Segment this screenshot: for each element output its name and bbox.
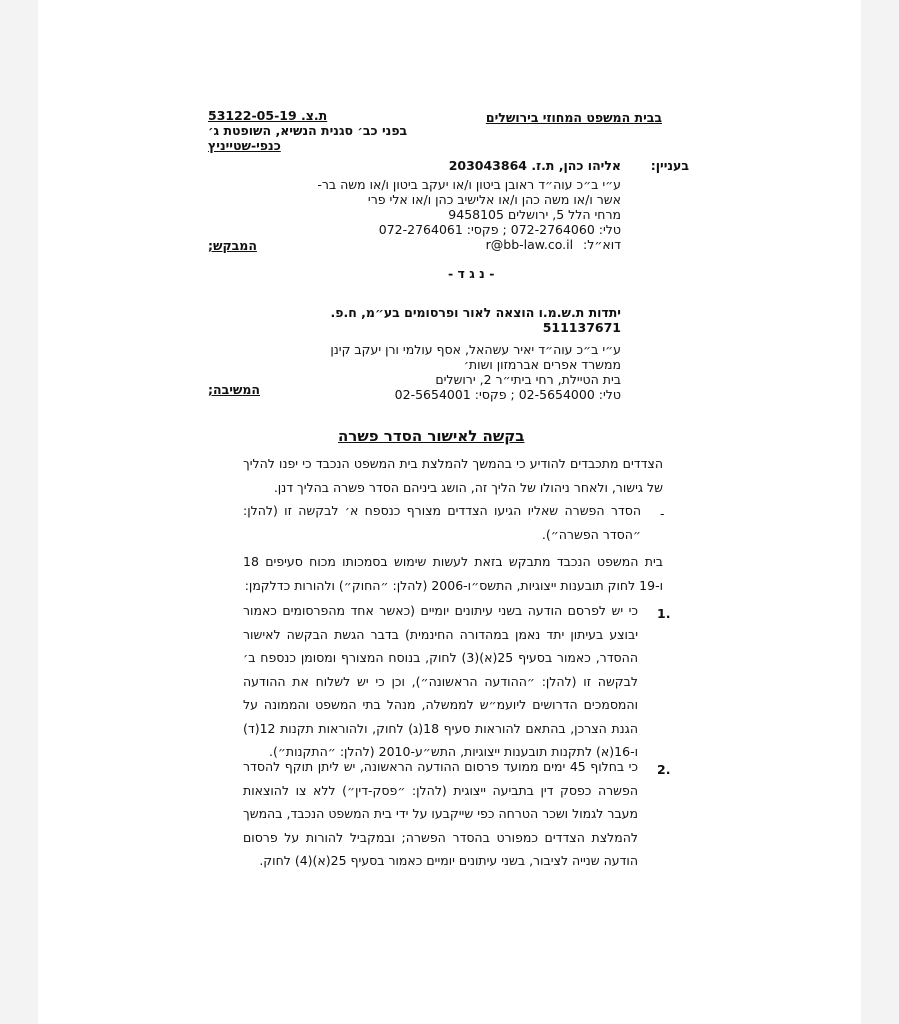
respondent-counsel-line1: ע״י ב״כ עוה״ד יאיר עשהאל, אסף עולמי ורן יעקב קינן [330, 342, 621, 357]
respondent-counsel-line2: ממשרד אפרים אברמזון ושות׳ [463, 357, 621, 372]
item-1-paragraph: כי יש לפרסם הודעה בשני עיתונים יומיים (כאשר אחד מהפרסומים כאמור יבוצע בעיתון יתד נאמן במהדורה החינמית) בדבר הגשת הבקשה לאישור ההסדר, כאמור בסעיף 25(א)(3) לחוק, בנוסח המצורף ומסומן כנספח ב׳ לבקשה זו (להלן: ״ההודעה הראשונה״), וכן כי יש לשלוח את ההודעה והמסמכים הדרושים ליועמ״ש לממשלה, מנהל בתי המשפט והממונה על הגנת הצרכן, בהתאם להוראות סעיף 18(ג) לחוק, ולהוראות תקנות 12(ד) ו-16(א) לתקנות תובענות ייצוגיות, התש״ע-2010 (להלן: ״התקנות״). [243, 603, 639, 759]
bullet-dash: - [660, 506, 665, 521]
applicant-counsel-line2: אשר ו/או משה כהן ו/או אלישיב כהן ו/או אלי פרי [367, 192, 621, 207]
item-2-number: 2. [657, 762, 671, 777]
respondent-address: בית הטיילת, רחי ביתי״ר 2, ירושלים [435, 372, 621, 387]
court-name: בבית המשפט המחוזי בירושלים [485, 110, 662, 125]
court-request-paragraph: בית המשפט הנכבד מתבקש בזאת לעשות שימוש בסמכותו מכוח סעיפים 18 ו-19 לחוק תובענות ייצוגיות, התשס״ו-2006 (להלן: ״החוק״) ולהורות כדלקמן: [243, 554, 663, 593]
before-judge-line1: בפני כב׳ סגנית הנשיא, השופטת ג׳ [208, 123, 408, 138]
respondent-company-number: 511137671 [542, 320, 621, 335]
in-matter-label: בעניין: [650, 158, 689, 173]
respondent-role-label: המשיבה; [208, 382, 261, 397]
applicant-name-id: אליהו כהן, ת.ז. 203043864 [448, 158, 621, 173]
item-2-paragraph: כי בחלוף 45 ימים ממועד פרסום ההודעה הראשונה, יש ליתן תוקף להסדר הפשרה כפסק דין בתביעה ייצוגית (להלן: ״פסק-דין״) ללא צו להוצאות מעבר לגמול ושכר הטרחה כפי שייקבעו על ידי בית המשפט הנכבד, בהמשך להמלצת הצדדים כמפורט בהסדר הפשרה; ובמקביל להורות על פרסום הודעה שנייה לציבור, בשני עיתונים יומיים כאמור בסעיף 25(א)(4) לחוק. [243, 759, 638, 868]
versus-label: - נ ג ד - [448, 266, 495, 281]
case-number: ת.צ. 53122-05-19 [208, 108, 328, 123]
document-title: בקשה לאישור הסדר פשרה [338, 427, 525, 445]
document-page [38, 0, 861, 1024]
applicant-address: מרחי הלל 5, ירושלים 9458105 [448, 207, 621, 222]
applicant-email-label: דוא״ל: [583, 237, 621, 252]
applicant-role-label: המבקש; [208, 238, 257, 253]
bullet-paragraph: הסדר הפשרה שאליו הגיעו הצדדים מצורף כנספח א׳ לבקשה זו (להלן: ״הסדר הפשרה״). [243, 503, 641, 542]
applicant-email-row [486, 237, 621, 252]
applicant-email[interactable]: r@bb-law.co.il [485, 237, 574, 252]
applicant-counsel-line1: ע״י ב״כ עוה״ד ראובן ביטון ו/או יעקב ביטון ו/או משה בר- [317, 177, 621, 192]
intro-paragraph: הצדדים מתכבדים להודיע כי בהמשך להמלצת בית המשפט הנכבד כי יפנו להליך של גישור, ולאחר ניהולו של הליך זה, הושג ביניהם הסדר פשרה בהליך דנן. [243, 456, 663, 495]
item-1-number: 1. [657, 606, 671, 621]
respondent-phone-fax: טלי: 02-5654000 ; פקסי: 02-5654001 [394, 387, 621, 402]
applicant-phone-fax: טלי: 072-2764060 ; פקסי: 072-2764061 [378, 222, 621, 237]
before-judge-line2: כנפי-שטייניץ [208, 138, 281, 153]
respondent-name: יתדות ת.ש.מ.ו הוצאה לאור ופרסומים בע״מ, ח.פ. [330, 305, 621, 320]
